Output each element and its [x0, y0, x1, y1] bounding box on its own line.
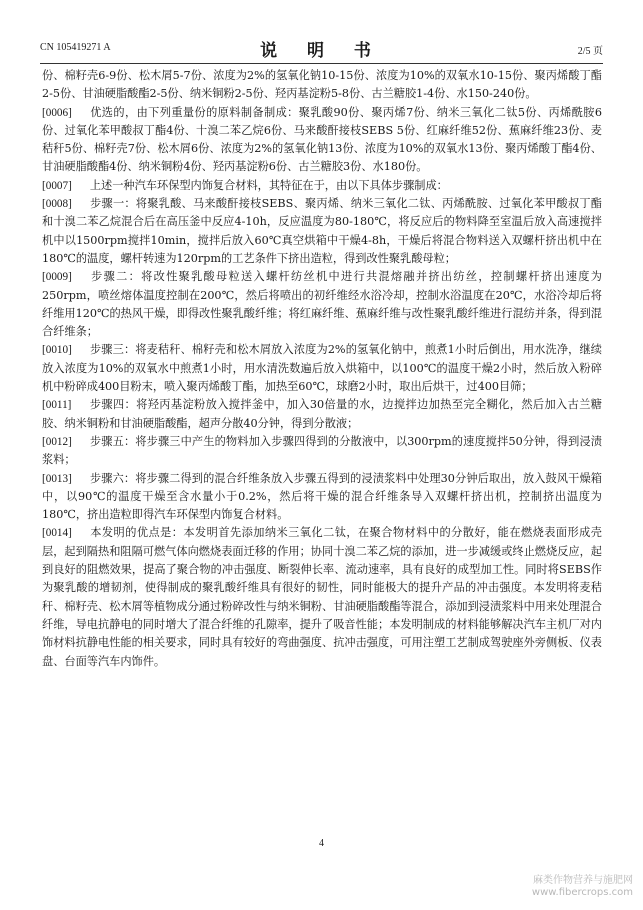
paragraph-0007 [42, 177, 602, 195]
paragraph-text: 步骤六：将步骤二得到的混合纤维条放入步骤五得到的浸渍浆料中处理30分钟后取出，放入鼓风干燥箱中，以90℃的温度干燥至含水量小于0.2%，然后将干燥的混合纤维条导入双螺杆挤出机，控制挤出温度为180℃，挤出造粒即得汽车环保型内饰复合材料。 [42, 471, 602, 522]
paragraph-continued [42, 67, 602, 104]
document-title: 说 明 书 [260, 41, 383, 61]
paragraph-number: [0006] [42, 106, 72, 119]
header-rule [40, 63, 603, 64]
paragraph-number: [0007] [42, 179, 72, 192]
paragraph-text: 步骤二：将改性聚乳酸母粒送入螺杆纺丝机中进行共混熔融并挤出纺丝，控制螺杆挤出速度为250rpm，喷丝熔体温度控制在200℃，然后将喷出的初纤维经水浴冷却，控制水浴温度在20℃，水浴冷却后将纤维用120℃的热风干燥，即得改性聚乳酸纤维；将红麻纤维、蕉麻纤维与改性聚乳酸纤维进行混纺并条，得到混合纤维条； [42, 270, 602, 339]
document-body [42, 67, 602, 671]
watermark-site-name: 麻类作物营养与施肥网 [533, 875, 633, 886]
paragraph-0006 [42, 104, 602, 177]
patent-number: CN 105419271 A [40, 42, 111, 53]
paragraph-0009 [42, 268, 602, 341]
paragraph-text: 上述一种汽车环保型内饰复合材料，其特征在于，由以下具体步骤制成： [89, 178, 448, 192]
paragraph-number: [0014] [42, 527, 72, 540]
paragraph-0010 [42, 341, 602, 396]
watermark [493, 875, 633, 899]
paragraph-text: 步骤一：将聚乳酸、马来酸酐接枝SEBS、聚丙烯、纳米三氧化二钛、丙烯酰胺、过氧化苯甲酸叔丁酯和十溴二苯乙烷混合后在高压釜中反应4-10h，反应温度为80-180℃，将反应后的物料降至室温后放入高速搅拌机中以1500rpm搅拌10min，搅拌后放入60℃真空烘箱中干燥4-8h，干燥后将混合物料送入双螺杆挤出机中在180℃的温度，螺杆转速为120rpm的工艺条件下挤出造粒，得到改性聚乳酸母粒； [42, 197, 602, 265]
paragraph-number: [0008] [42, 198, 72, 211]
paragraph-number: [0010] [42, 344, 72, 357]
paragraph-text: 本发明的优点是：本发明首先添加纳米三氧化二钛，在聚合物材料中的分散好，能在燃烧表面形成壳层，起到隔热和阻隔可燃气体向燃烧表面迁移的作用；协同十溴二苯乙烷的添加，进一步减缓或终止燃烧反应，起到良好的阻燃效果，提高了聚合物的冲击强度、断裂伸长率、流动速率，具有良好的成型加工性。同时将SEBS作为聚乳酸的增韧剂，使得制成的聚乳酸纤维具有很好的韧性，同时能极大的提升产品的冲击强度。本发明将麦秸秆、棉籽壳、松木屑等植物成分通过粉碎改性与纳米铜粉、甘油硬脂酸酯等混合，添加到浸渍浆料中用来处理混合纤维，导电抗静电的同时增大了混合纤维的孔隙率，提升了吸音性能；本发明制成的材料能够解决汽车主机厂对内饰材料抗静电性能的相关要求，同时具有较好的弯曲强度、抗冲击强度，可用注塑工艺制成驾驶座外旁侧板、仪表盘、台面等汽车内饰件。 [42, 526, 602, 668]
paragraph-text: 优选的，由下列重量份的原料制备制成：聚乳酸90份、聚丙烯7份、纳米三氧化二钛5份、丙烯酰胺6份、过氧化苯甲酸叔丁酯4份、十溴二苯乙烷6份、马来酸酐接枝SEBS 5份、红麻纤维52份、蕉麻纤维23份、麦秸秆5份、棉籽壳7份、松木屑6份、浓度为2%的氢氧化钠13份、浓度为10%的双氧水13份、聚丙烯酸丁酯4份、甘油硬脂酸酯4份、纳米铜粉4份、羟丙基淀粉6份、古兰糖胶3份、水180份。 [42, 105, 602, 174]
paragraph-number: [0013] [42, 472, 72, 485]
paragraph-0011 [42, 396, 602, 433]
page-number: 4 [319, 838, 324, 849]
paragraph-0008 [42, 195, 602, 268]
paragraph-number: [0011] [42, 399, 72, 412]
paragraph-0013 [42, 470, 602, 525]
watermark-url: www.fibercrops.com [531, 887, 633, 898]
page-indicator: 2/5 页 [577, 46, 603, 57]
paragraph-0012 [42, 433, 602, 470]
paragraph-0014 [42, 524, 602, 670]
paragraph-number: [0009] [42, 271, 72, 284]
paragraph-number: [0012] [42, 435, 72, 448]
paragraph-text: 步骤三：将麦秸秆、棉籽壳和松木屑放入浓度为2%的氢氧化钠中，煎煮1小时后倒出，用水洗净，继续放入浓度为10%的双氧水中煎煮1小时，用水清洗数遍后放入烘箱中，以100℃的温度干燥2小时，然后放入粉碎机中粉碎成400目粉末，喷入聚丙烯酸丁酯，加热至60℃，球磨2小时，取出后烘干，过400目筛； [42, 343, 602, 394]
paragraph-text: 步骤四：将羟丙基淀粉放入搅拌釜中，加入30倍量的水，边搅拌边加热至完全糊化，然后加入古兰糖胶、纳米铜粉和甘油硬脂酸酯，超声分散40分钟，得到分散液； [42, 398, 602, 430]
page-header [40, 36, 603, 60]
paragraph-text: 步骤五：将步骤三中产生的物料加入步骤四得到的分散液中，以300rpm的速度搅拌50分钟，得到浸渍浆料； [42, 434, 602, 467]
paragraph-text: 份、棉籽壳6-9份、松木屑5-7份、浓度为2%的氢氧化钠10-15份、浓度为10%的双氧水10-15份、聚丙烯酸丁酯2-5份、甘油硬脂酸酯2-5份、纳米铜粉2-5份、羟丙基淀粉5-8份、古兰糖胶1-4份、水150-240份。 [42, 69, 602, 101]
